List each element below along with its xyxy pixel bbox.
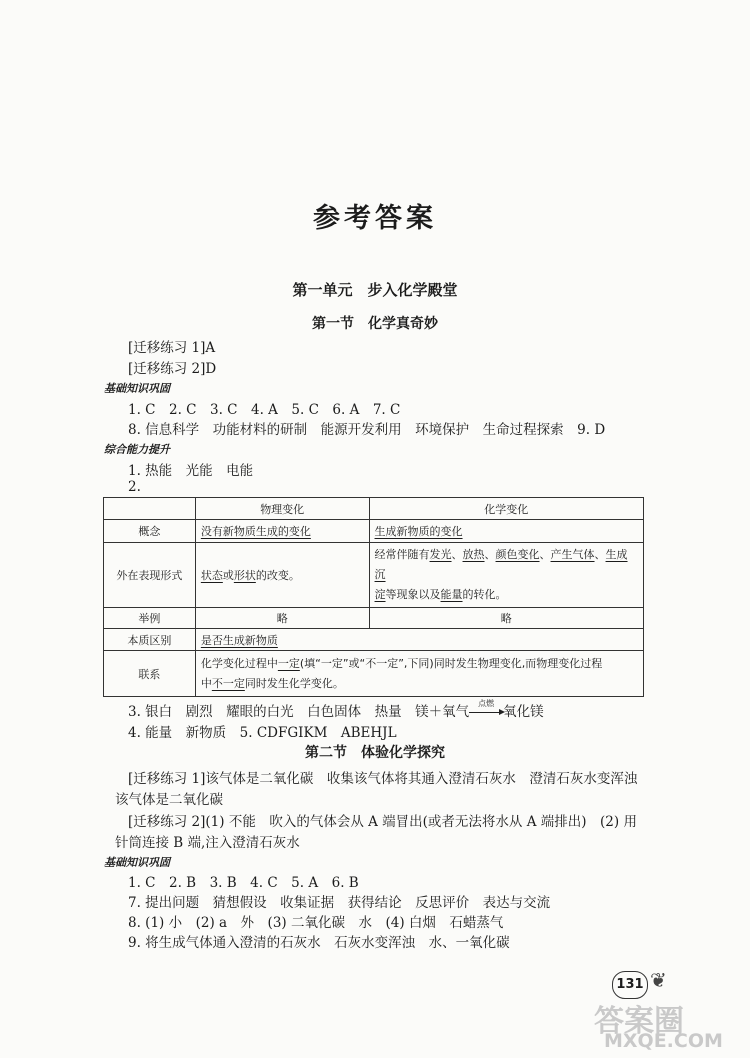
row-label-example: 举例 bbox=[104, 608, 196, 629]
table-row bbox=[104, 498, 644, 520]
underlined-answer: 没有新物质生成的变化 bbox=[200, 525, 311, 538]
form-text: 等现象以及 bbox=[385, 588, 441, 601]
concept-physical bbox=[195, 520, 369, 543]
feather-icon: ❦ bbox=[650, 968, 667, 992]
table-cell bbox=[104, 498, 196, 520]
table-row bbox=[104, 543, 644, 608]
basic-header-2: 基础知识巩固 bbox=[104, 856, 170, 869]
table-row bbox=[104, 651, 644, 697]
form-text: 或 bbox=[222, 569, 234, 582]
practice-2-1-line-1: [迁移练习 1]该气体是二氧化碳 收集该气体将其通入澄清石灰水 澄清石灰水变浑浊 bbox=[128, 771, 638, 787]
form-text: 、 bbox=[539, 548, 551, 561]
unit-title: 第一单元 步入化学殿堂 bbox=[292, 281, 458, 299]
comp-answer-3 bbox=[128, 700, 544, 720]
form-chemical bbox=[369, 543, 643, 608]
underlined-answer: 淀 bbox=[374, 588, 386, 601]
underlined-answer: 颜色变化 bbox=[495, 548, 540, 561]
basic-answers-line-1: 1. C 2. C 3. C 4. A 5. C 6. A 7. C bbox=[128, 402, 401, 418]
concept-chemical bbox=[369, 520, 643, 543]
relation-text: 同时发生化学变化。 bbox=[244, 676, 344, 690]
basic2-line-3: 8. (1) 小 (2) a 外 (3) 二氧化碳 水 (4) 白烟 石蜡蒸气 bbox=[128, 915, 504, 931]
comp-header-1: 综合能力提升 bbox=[104, 443, 170, 456]
header-chemical: 化学变化 bbox=[369, 498, 643, 520]
form-text: 、 bbox=[594, 548, 606, 561]
practice-2-1-line-2: 该气体是二氧化碳 bbox=[115, 792, 223, 808]
section-title-2: 第二节 体验化学探究 bbox=[305, 745, 445, 761]
watermark-logo: 答案圈 bbox=[594, 1004, 684, 1039]
relation-text: (填“一定”或“不一定”,下同)同时发生物理变化,而物理变化过程 bbox=[299, 656, 603, 670]
underlined-answer: 产生气体 bbox=[550, 548, 595, 561]
form-text: 、 bbox=[484, 548, 496, 561]
form-text: 、 bbox=[451, 548, 463, 561]
basic-header-1: 基础知识巩固 bbox=[104, 382, 170, 395]
practice-2: [迁移练习 2]D bbox=[128, 361, 217, 377]
underlined-answer: 发光 bbox=[429, 548, 452, 561]
comp-answer-1: 1. 热能 光能 电能 bbox=[128, 463, 254, 479]
row-label-essence: 本质区别 bbox=[104, 629, 196, 651]
basic-answers-line-2: 8. 信息科学 功能材料的研制 能源开发利用 环境保护 生命过程探索 9. D bbox=[128, 422, 606, 438]
practice-1: [迁移练习 1]A bbox=[128, 340, 216, 356]
relation-text: 中 bbox=[200, 676, 212, 690]
row-label-relation: 联系 bbox=[104, 651, 196, 697]
table-row bbox=[104, 520, 644, 543]
practice-2-2-line-1: [迁移练习 2](1) 不能 吹入的气体会从 A 端冒出(或者无法将水从 A 端排出) (2) 用 bbox=[128, 814, 637, 830]
page-number: 131 bbox=[612, 971, 648, 999]
form-physical bbox=[195, 543, 369, 608]
row-label-form: 外在表现形式 bbox=[104, 543, 196, 608]
form-text: 的改变。 bbox=[255, 569, 300, 582]
comp-answer-4: 4. 能量 新物质 5. CDFGIKM ABEHJL bbox=[128, 725, 397, 741]
basic2-line-2: 7. 提出问题 猜想假设 收集证据 获得结论 反思评价 表达与交流 bbox=[128, 895, 551, 911]
arrow-line bbox=[469, 712, 499, 713]
underlined-answer: 放热 bbox=[462, 548, 485, 561]
form-text: 经常伴随有 bbox=[374, 548, 430, 561]
basic2-line-1: 1. C 2. B 3. B 4. C 5. A 6. B bbox=[128, 875, 359, 891]
answer-3-product: 氧化镁 bbox=[503, 704, 544, 720]
comparison-table bbox=[103, 497, 644, 697]
underlined-answer: 能量 bbox=[440, 588, 463, 601]
header-physical: 物理变化 bbox=[195, 498, 369, 520]
example-physical: 略 bbox=[195, 608, 369, 629]
underlined-answer: 一定 bbox=[277, 656, 300, 670]
relation-cell bbox=[195, 651, 643, 697]
comp-answer-2: 2. bbox=[128, 479, 141, 495]
underlined-answer: 状态 bbox=[200, 569, 223, 582]
underlined-answer: 生成沉 bbox=[374, 548, 628, 581]
underlined-answer: 是否生成新物质 bbox=[200, 633, 278, 647]
practice-2-2-line-2: 针筒连接 B 端,注入澄清石灰水 bbox=[115, 835, 300, 851]
page-title: 参考答案 bbox=[313, 203, 437, 234]
relation-text: 化学变化过程中 bbox=[200, 656, 278, 670]
underlined-answer: 生成新物质的变化 bbox=[374, 525, 463, 538]
underlined-answer: 不一定 bbox=[211, 676, 245, 690]
answer-3-text: 3. 银白 剧烈 耀眼的白光 白色固体 热量 镁＋氧气 bbox=[128, 704, 470, 720]
section-title-1: 第一节 化学真奇妙 bbox=[312, 316, 438, 332]
reaction-arrow-icon bbox=[469, 698, 503, 720]
essence-cell bbox=[195, 629, 643, 651]
watermark-url: MXQE.COM bbox=[604, 1030, 723, 1052]
basic2-line-4: 9. 将生成气体通入澄清的石灰水 石灰水变浑浊 水、一氧化碳 bbox=[128, 935, 510, 951]
form-text: 的转化。 bbox=[462, 588, 507, 601]
table-row bbox=[104, 608, 644, 629]
reaction-condition: 点燃 bbox=[478, 698, 495, 708]
underlined-answer: 形状 bbox=[233, 569, 256, 582]
table-row bbox=[104, 629, 644, 651]
example-chemical: 略 bbox=[369, 608, 643, 629]
row-label-concept: 概念 bbox=[104, 520, 196, 543]
